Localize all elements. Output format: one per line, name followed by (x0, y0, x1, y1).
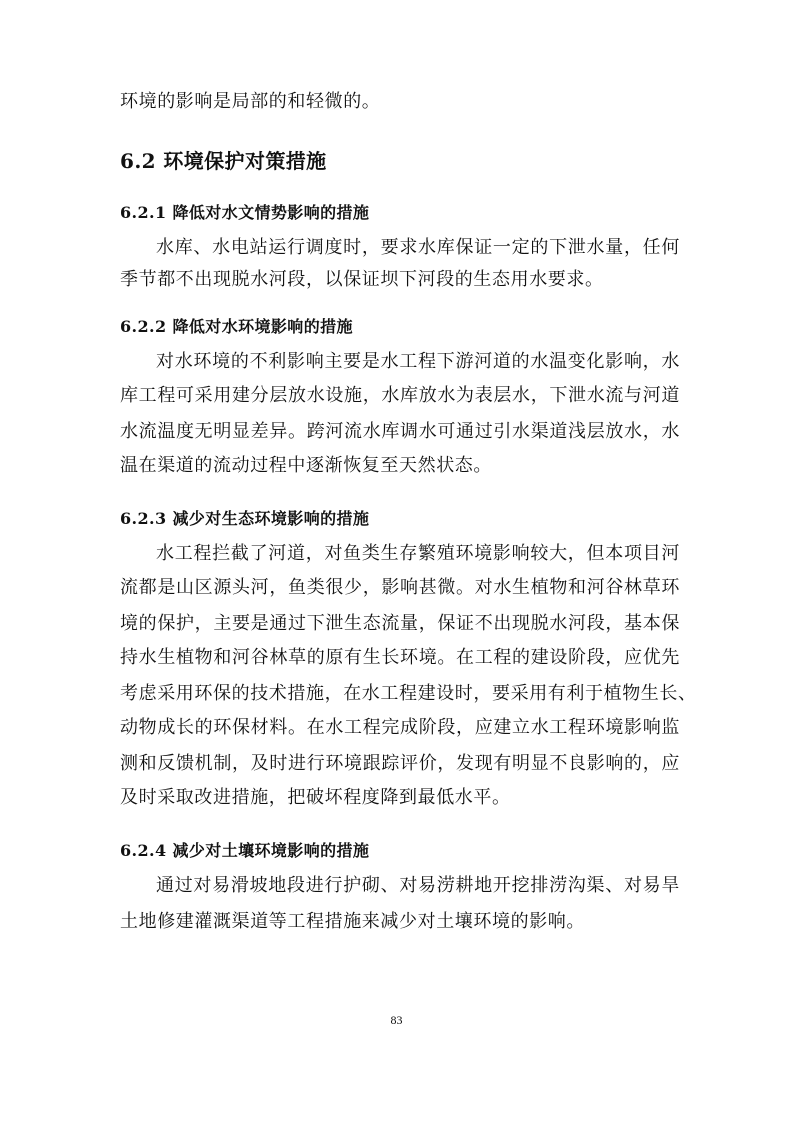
paragraph-line: 水库、水电站运行调度时，要求水库保证一定的下泄水量，任何 (156, 237, 680, 258)
paragraph-line: 流都是山区源头河，鱼类很少，影响甚微。对水生植物和河谷林草环 (120, 577, 680, 598)
subsection-heading-6-2-1: 6.2.1 降低对水文情势影响的措施 (120, 203, 370, 222)
paragraph-line: 对水环境的不利影响主要是水工程下游河道的水温变化影响，水 (156, 351, 680, 372)
paragraph-line: 境的保护，主要是通过下泄生态流量，保证不出现脱水河段，基本保 (120, 613, 680, 634)
section-heading-6-2: 6.2 环境保护对策措施 (120, 149, 327, 173)
paragraph-line: 考虑采用环保的技术措施，在水工程建设时，要采用有利于植物生长、 (120, 683, 697, 704)
subsection-heading-6-2-2: 6.2.2 降低对水环境影响的措施 (120, 317, 353, 336)
subsection-heading-6-2-3: 6.2.3 减少对生态环境影响的措施 (120, 509, 370, 528)
paragraph-line: 持水生植物和河谷林草的原有生长环境。在工程的建设阶段，应优先 (120, 647, 680, 668)
paragraph-line: 测和反馈机制，及时进行环境跟踪评价，发现有明显不良影响的，应 (120, 753, 680, 774)
paragraph-line: 水流温度无明显差异。跨河流水库调水可通过引水渠道浅层放水，水 (120, 421, 680, 442)
paragraph-line: 温在渠道的流动过程中逐渐恢复至天然状态。 (120, 455, 492, 476)
page-number: 83 (390, 1013, 403, 1027)
paragraph-line: 季节都不出现脱水河段，以保证坝下河段的生态用水要求。 (120, 269, 604, 290)
paragraph-line: 动物成长的环保材料。在水工程完成阶段，应建立水工程环境影响监 (120, 717, 680, 738)
paragraph-line: 环境的影响是局部的和轻微的。 (120, 91, 381, 112)
subsection-heading-6-2-4: 6.2.4 减少对土壤环境影响的措施 (120, 841, 370, 860)
paragraph-line: 库工程可采用建分层放水设施，水库放水为表层水，下泄水流与河道 (120, 385, 680, 406)
paragraph-line: 土地修建灌溉渠道等工程措施来减少对土壤环境的影响。 (120, 911, 585, 932)
paragraph-line: 及时采取改进措施，把破坏程度降到最低水平。 (120, 787, 511, 808)
paragraph-line: 通过对易滑坡地段进行护砌、对易涝耕地开挖排涝沟渠、对易旱 (156, 875, 680, 896)
paragraph-line: 水工程拦截了河道，对鱼类生存繁殖环境影响较大，但本项目河 (156, 543, 680, 564)
